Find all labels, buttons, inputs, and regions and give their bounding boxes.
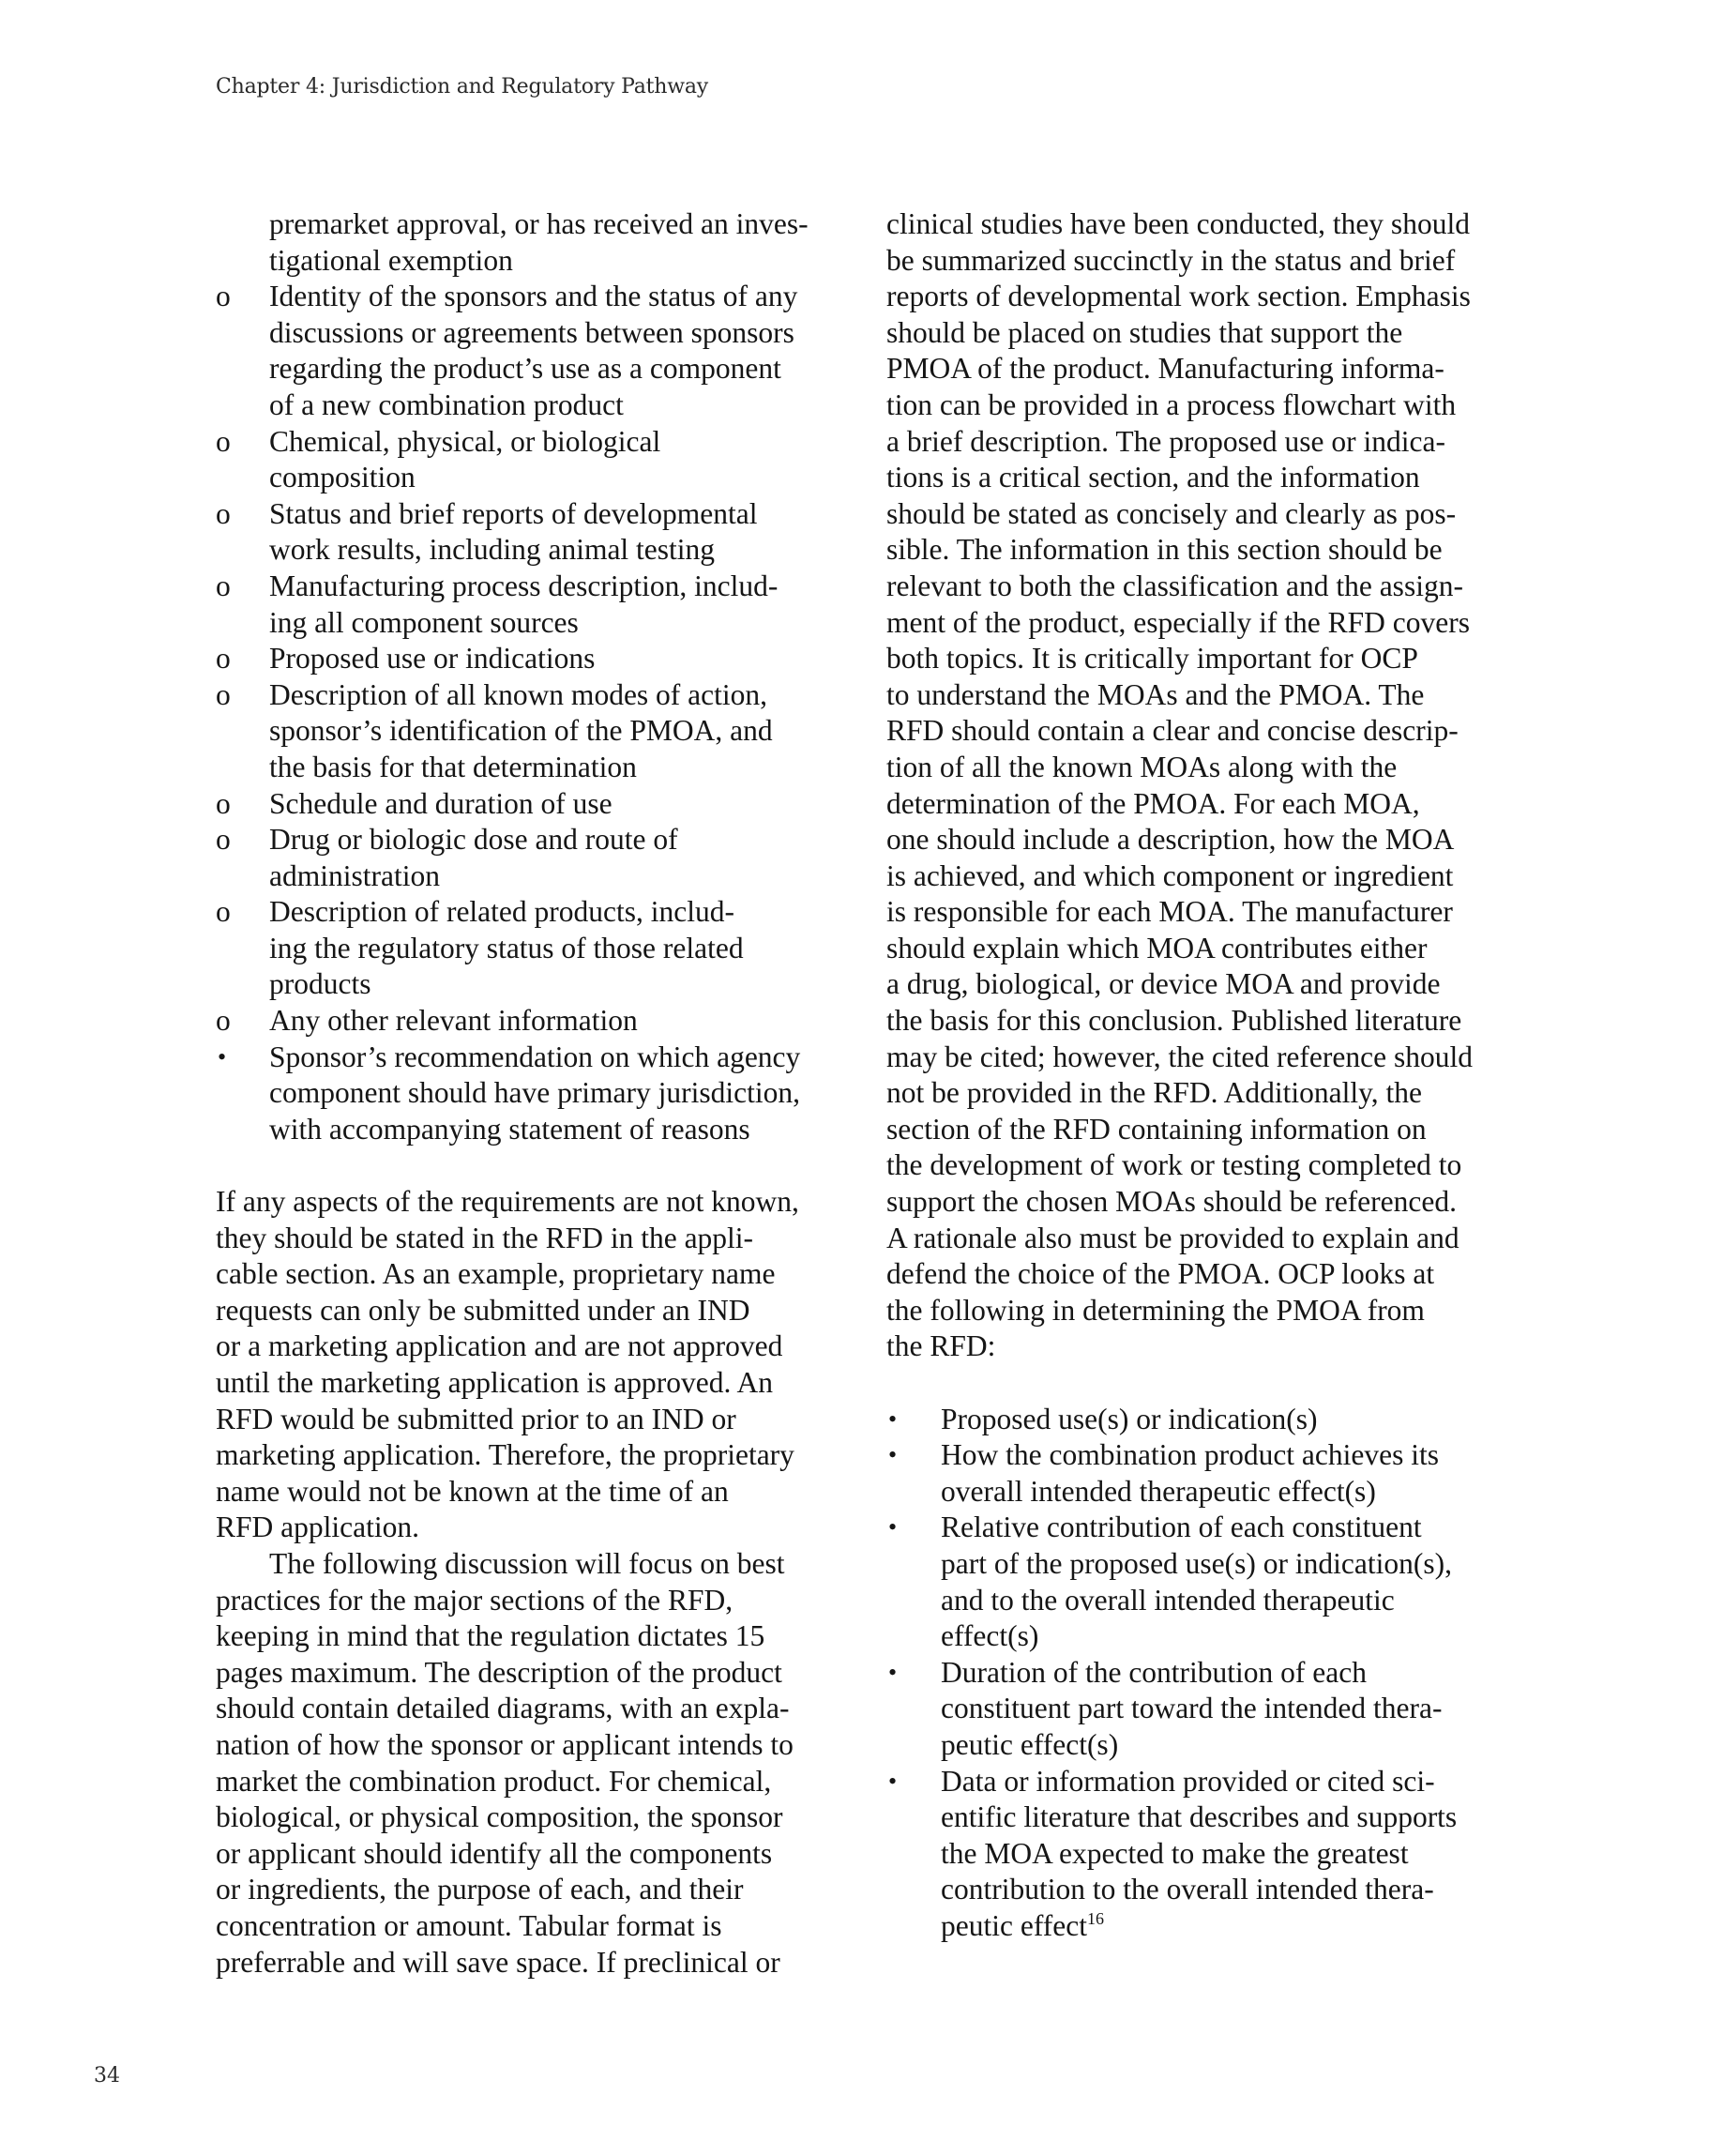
- text-line: effect(s): [941, 1619, 1039, 1653]
- text-line: nation of how the sponsor or applicant intends to: [216, 1727, 794, 1761]
- text-line: requests can only be submitted under an IND: [216, 1293, 750, 1327]
- sub-list-item: [216, 894, 825, 1003]
- text-line: the following in determining the PMOA from: [886, 1293, 1425, 1327]
- text-line: pages maximum. The description of the product: [216, 1655, 782, 1689]
- text-line: concentration or amount. Tabular format is: [216, 1908, 722, 1942]
- footnote-reference[interactable]: 16: [1086, 1908, 1104, 1928]
- bullet-list-item: [886, 1510, 1496, 1654]
- text-line: the MOA expected to make the greatest: [941, 1836, 1409, 1870]
- text-line: the RFD:: [886, 1329, 996, 1363]
- text-line: Sponsor’s recommendation on which agency: [269, 1040, 801, 1073]
- circle-bullet-icon: o: [216, 496, 231, 530]
- text-line: regarding the product’s use as a component: [269, 352, 781, 386]
- text-line: Description of related products, includ-: [269, 895, 734, 929]
- text-line: should be stated as concisely and clearly as pos-: [886, 496, 1457, 530]
- text-line: practices for the major sections of the RFD,: [216, 1583, 733, 1617]
- text-line: work results, including animal testing: [269, 533, 716, 567]
- circle-bullet-icon: o: [216, 895, 231, 929]
- circle-bullet-icon: o: [216, 823, 231, 857]
- text-line: should contain detailed diagrams, with an expla-: [216, 1692, 790, 1725]
- text-line: administration: [269, 858, 440, 892]
- paragraph-moa-pmoa: [886, 206, 1496, 1365]
- text-line: RFD would be submitted prior to an IND or: [216, 1402, 736, 1435]
- text-line: sponsor’s identification of the PMOA, and: [269, 714, 773, 748]
- text-line: tions is a critical section, and the information: [886, 461, 1420, 494]
- text-line: reports of developmental work section. Emphasis: [886, 280, 1471, 313]
- text-line: The following discussion will focus on best: [269, 1546, 785, 1580]
- text-line: both topics. It is critically important for OCP: [886, 642, 1418, 676]
- text-line: Status and brief reports of developmental: [269, 496, 758, 530]
- bullet-list-item: [886, 1402, 1496, 1438]
- text-line: Description of all known modes of action,: [269, 677, 768, 711]
- text-line: Proposed use or indications: [269, 642, 596, 676]
- text-line: and to the overall intended therapeutic: [941, 1583, 1395, 1617]
- circle-bullet-icon: o: [216, 642, 231, 676]
- text-line: Relative contribution of each constituent: [941, 1511, 1422, 1544]
- text-line: premarket approval, or has received an inves-: [269, 207, 809, 240]
- text-line: or a marketing application and are not approved: [216, 1329, 783, 1363]
- text-line: not be provided in the RFD. Additionally, the: [886, 1076, 1423, 1110]
- bullet-icon: •: [888, 1767, 898, 1795]
- text-line: Proposed use(s) or indication(s): [941, 1402, 1318, 1435]
- left-column: [216, 206, 825, 1981]
- sub-list-item: [216, 1003, 825, 1040]
- running-head: Chapter 4: Jurisdiction and Regulatory Pathway: [216, 75, 709, 99]
- text-line: Identity of the sponsors and the status of any: [269, 280, 798, 313]
- bullet-list-item: [216, 1040, 825, 1148]
- text-line: tion can be provided in a process flowchart with: [886, 387, 1457, 421]
- text-line: relevant to both the classification and the assign-: [886, 569, 1463, 602]
- text-line: a brief description. The proposed use or indica-: [886, 424, 1445, 458]
- text-line: or applicant should identify all the components: [216, 1836, 773, 1870]
- text-line: should explain which MOA contributes either: [886, 931, 1428, 964]
- text-line: should be placed on studies that support the: [886, 315, 1403, 349]
- bullet-icon: •: [888, 1513, 898, 1541]
- sub-list-item: [216, 822, 825, 894]
- text-line: the development of work or testing completed to: [886, 1148, 1462, 1182]
- text-line: to understand the MOAs and the PMOA. The: [886, 677, 1425, 711]
- text-line: Duration of the contribution of each: [941, 1655, 1367, 1689]
- text-line: entific literature that describes and supports: [941, 1800, 1458, 1834]
- text-line: is responsible for each MOA. The manufacturer: [886, 895, 1453, 929]
- text-line: until the marketing application is approved. An: [216, 1366, 773, 1399]
- sub-list-item: [216, 424, 825, 496]
- paragraph-gap: [886, 1365, 1496, 1402]
- text-line: peutic effect(s): [941, 1727, 1119, 1761]
- bullet-icon: •: [888, 1658, 898, 1686]
- text-line: products: [269, 967, 371, 1001]
- text-line-with-footnote: [941, 1908, 1496, 1945]
- text-line: or ingredients, the purpose of each, and their: [216, 1873, 744, 1906]
- text-line: composition: [269, 461, 416, 494]
- text-line: name would not be known at the time of an: [216, 1474, 729, 1508]
- text-line: biological, or physical composition, the sponsor: [216, 1800, 783, 1834]
- bullet-icon: •: [888, 1404, 898, 1433]
- text-line: part of the proposed use(s) or indication(s),: [941, 1546, 1452, 1580]
- text-line: may be cited; however, the cited reference should: [886, 1040, 1473, 1073]
- text-line: component should have primary jurisdiction,: [269, 1076, 801, 1110]
- text-line: is achieved, and which component or ingredient: [886, 858, 1454, 892]
- text-line: market the combination product. For chemical,: [216, 1764, 772, 1798]
- text-line: Chemical, physical, or biological: [269, 424, 661, 458]
- sub-list-item: [216, 279, 825, 423]
- text-line: RFD application.: [216, 1511, 419, 1544]
- text-line: preferrable and will save space. If preclinical or: [216, 1945, 780, 1979]
- paragraph-requirements-unknown: [216, 1184, 825, 1546]
- text-line: one should include a description, how the MOA: [886, 823, 1455, 857]
- paragraph-best-practices: [216, 1546, 825, 1981]
- text-line: PMOA of the product. Manufacturing informa-: [886, 352, 1444, 386]
- sub-list-item: [216, 786, 825, 823]
- text-line: the basis for that determination: [269, 750, 637, 783]
- sub-list-item: [216, 569, 825, 641]
- circle-bullet-icon: o: [216, 424, 231, 458]
- text-line: they should be stated in the RFD in the appli-: [216, 1221, 754, 1254]
- text-line: marketing application. Therefore, the proprietary: [216, 1438, 794, 1472]
- bullet-list-item: [886, 1437, 1496, 1510]
- text-line: Manufacturing process description, includ-: [269, 569, 779, 602]
- sub-list-item: [216, 496, 825, 569]
- text-line: of a new combination product: [269, 387, 624, 421]
- text-line: tion of all the known MOAs along with the: [886, 750, 1398, 783]
- text-line: ing all component sources: [269, 605, 579, 639]
- text-line: RFD should contain a clear and concise descrip-: [886, 714, 1459, 748]
- paragraph-gap: [216, 1147, 825, 1184]
- text-line: defend the choice of the PMOA. OCP looks at: [886, 1257, 1435, 1291]
- bullet-icon: •: [218, 1042, 227, 1070]
- text-line: clinical studies have been conducted, they should: [886, 207, 1470, 240]
- circle-bullet-icon: o: [216, 786, 231, 820]
- text-line: Data or information provided or cited sci-: [941, 1764, 1435, 1798]
- text-line: Schedule and duration of use: [269, 786, 612, 820]
- sub-list-item: [216, 677, 825, 786]
- text-line: keeping in mind that the regulation dictates 15: [216, 1619, 765, 1653]
- text-line: If any aspects of the requirements are not known,: [216, 1185, 799, 1219]
- text-line: cable section. As an example, proprietary name: [216, 1257, 776, 1291]
- circle-bullet-icon: o: [216, 569, 231, 602]
- text-line: overall intended therapeutic effect(s): [941, 1474, 1376, 1508]
- sub-list-item: [216, 641, 825, 677]
- text-line: How the combination product achieves its: [941, 1438, 1439, 1472]
- page-number: 34: [94, 2064, 120, 2088]
- text-line: discussions or agreements between sponsors: [269, 315, 794, 349]
- text-line: Drug or biologic dose and route of: [269, 823, 678, 857]
- circle-bullet-icon: o: [216, 280, 231, 313]
- text-line: sible. The information in this section should be: [886, 533, 1443, 567]
- continued-list-item: [216, 206, 825, 279]
- bullet-list-item: [886, 1764, 1496, 1945]
- text-line: determination of the PMOA. For each MOA,: [886, 786, 1420, 820]
- text-line: ing the regulatory status of those related: [269, 931, 744, 964]
- text-line: be summarized succinctly in the status and brief: [886, 243, 1456, 277]
- text-line: Any other relevant information: [269, 1004, 638, 1038]
- text-line: contribution to the overall intended thera-: [941, 1873, 1434, 1906]
- text-line: tigational exemption: [269, 243, 513, 277]
- text-line: constituent part toward the intended thera-: [941, 1692, 1443, 1725]
- text-line: with accompanying statement of reasons: [269, 1112, 750, 1146]
- text-line: a drug, biological, or device MOA and provide: [886, 967, 1441, 1001]
- right-column: [886, 206, 1496, 1945]
- text-fragment: peutic effect: [941, 1908, 1087, 1942]
- bullet-icon: •: [888, 1441, 898, 1469]
- text-line: ment of the product, especially if the RFD covers: [886, 605, 1470, 639]
- text-line: section of the RFD containing information on: [886, 1112, 1427, 1146]
- bullet-list-item: [886, 1655, 1496, 1764]
- text-line: A rationale also must be provided to explain and: [886, 1221, 1459, 1254]
- circle-bullet-icon: o: [216, 677, 231, 711]
- circle-bullet-icon: o: [216, 1004, 231, 1038]
- text-line: support the chosen MOAs should be referenced.: [886, 1185, 1457, 1219]
- text-line: the basis for this conclusion. Published literature: [886, 1004, 1462, 1038]
